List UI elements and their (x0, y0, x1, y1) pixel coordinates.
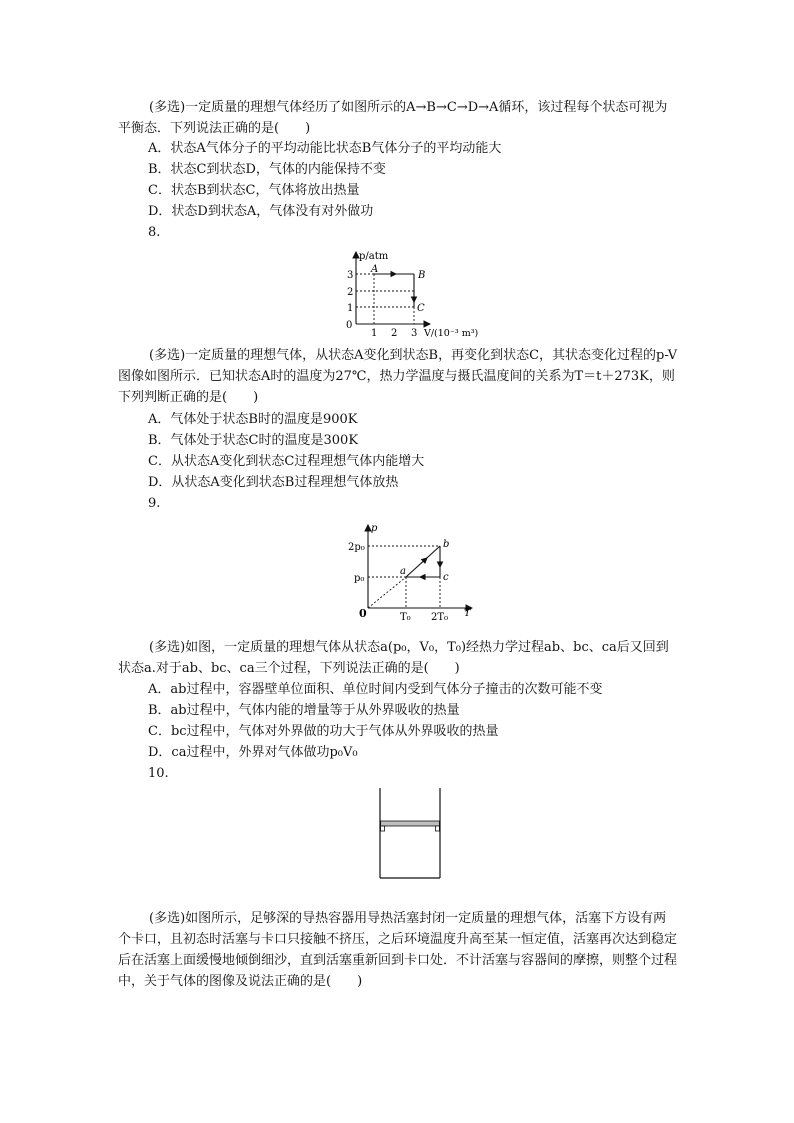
q8-x-tick: 3 (411, 328, 418, 338)
q7-option-c: C．状态B到状态C，气体将放出热量 (148, 183, 360, 198)
q8-stem: (多选)一定质量的理想气体，从状态A变化到状态B，再变化到状态C，其状态变化过程的p-V图像如图所示．已知状态A时的温度为27℃，热力学温度与摄氏温度间的关系为T＝t＋273K，则下列判断正确的是( ) (118, 348, 678, 405)
q10-stop-right (435, 826, 439, 831)
q9-option-d: D．ca过程中，外界对气体做功p₀V₀ (148, 745, 358, 760)
q9-option-a: A．ab过程中，容器壁单位面积、单位时间内受到气体分子撞击的次数可能不变 (148, 682, 603, 697)
q10-container-figure (374, 786, 446, 882)
q8-pv-graph (330, 246, 490, 338)
q9-x-label: T (464, 608, 471, 619)
q9-y-tick: p₀ (354, 573, 365, 584)
q10-piston (381, 821, 440, 826)
q8-point-label: C (417, 303, 425, 314)
q8-option-b: B．气体处于状态C时的温度是300K (148, 433, 359, 448)
q8-y-tick: 2 (347, 287, 354, 298)
q9-point-label: c (443, 572, 449, 583)
q9-option-b: B．ab过程中，气体内能的增量等于从外界吸收的热量 (148, 703, 460, 718)
q9-stem: (多选)如图，一定质量的理想气体从状态a(p₀，V₀，T₀)经热力学过程ab、bc、ca后又回到状态a.对于ab、bc、ca三个过程，下列说法正确的是( ) (118, 640, 669, 676)
q8-x-label: V/(10⁻³ m³) (424, 328, 479, 338)
q7-option-a: A．状态A气体分子的平均动能比状态B气体分子的平均动能大 (148, 141, 502, 156)
q10-stem: (多选)如图所示，足够深的导热容器用导热活塞封闭一定质量的理想气体，活塞下方设有两个卡口，且初态时活塞与卡口只接触不挤压，之后环境温度升高至某一恒定值，活塞再次达到稳定后在活塞上面缓慢地倾倒细沙，直到活塞重新回到卡口处．不计活塞与容器间的摩擦，则整个过程中，关于气体的图像及说法正确的是( ) (118, 911, 678, 989)
q8-point-label: A (371, 264, 379, 275)
q8-point-label: B (418, 270, 426, 281)
q8-option-d: D．从状态A变化到状态B过程理想气体放热 (148, 475, 399, 490)
q8-option-a: A．气体处于状态B时的温度是900K (148, 412, 358, 427)
q9-x-tick: 2T₀ (431, 612, 449, 623)
q7-option-b: B．状态C到状态D，气体的内能保持不变 (148, 162, 386, 177)
q8-option-c: C．从状态A变化到状态C过程理想气体内能增大 (148, 454, 425, 469)
q9-origin: 0 (359, 607, 367, 620)
q10-number: 10. (148, 766, 169, 781)
q9-point-label: b (443, 539, 450, 550)
q8-y-tick: 3 (347, 270, 354, 281)
q8-number: 8. (148, 225, 161, 240)
q9-number: 9. (148, 496, 161, 511)
q8-y-label: p/atm (359, 251, 389, 262)
q9-x-tick: T₀ (400, 612, 411, 623)
q8-origin: 0 (346, 320, 353, 331)
q8-x-tick: 2 (391, 328, 398, 338)
q8-x-tick: 1 (371, 328, 378, 338)
q8-y-tick: 1 (347, 303, 354, 314)
q7-option-d: D．状态D到状态A，气体没有对外做功 (148, 204, 374, 219)
q10-stop-left (381, 826, 385, 831)
q9-pt-graph (348, 520, 478, 624)
q9-y-tick: 2p₀ (348, 542, 365, 553)
q9-option-c: C．bc过程中，气体对外界做的功大于气体从外界吸收的热量 (148, 724, 499, 739)
q9-point-label: a (400, 566, 406, 577)
q7-stem: (多选)一定质量的理想气体经历了如图所示的A→B→C→D→A循环，该过程每个状态可视为平衡态．下列说法正确的是( ) (118, 100, 668, 136)
q9-y-label: p (371, 523, 378, 534)
